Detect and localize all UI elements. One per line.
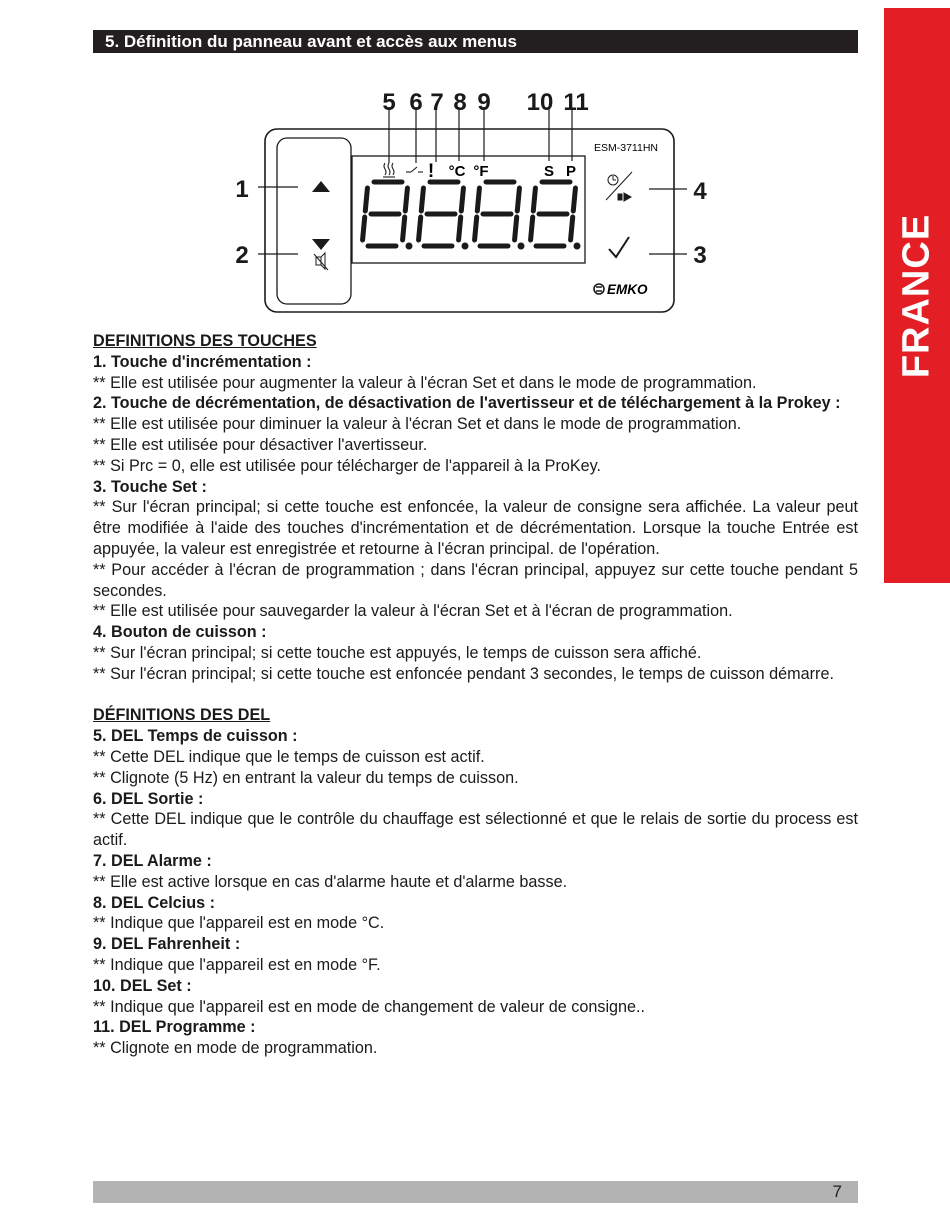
key-definitions: [93, 352, 858, 685]
decimal-point: [406, 243, 413, 250]
callout-10: 10: [526, 89, 554, 116]
key-description: ** Elle est utilisée pour sauvegarder la valeur à l'écran Set et à l'écran de programmation.: [93, 602, 733, 621]
callout-6: 6: [409, 89, 423, 116]
key-heading: 2. Touche de décrémentation, de désactivation de l'avertisseur et de téléchargement à la Prokey :: [93, 394, 841, 413]
digit-segment: [475, 217, 477, 240]
digit-segment: [405, 188, 407, 211]
led-description: ** Clignote (5 Hz) en entrant la valeur du temps de cuisson.: [93, 768, 519, 787]
callout-3: 3: [693, 242, 707, 269]
svg-text:EMKO: EMKO: [607, 282, 648, 297]
key-description: ** Pour accéder à l'écran de programmation ; dans l'écran principal, appuyez sur cette touche pendant 5 secondes.: [93, 560, 858, 600]
led-description: ** Clignote en mode de programmation.: [93, 1039, 378, 1058]
digit-segment: [573, 188, 575, 211]
led-heading: 5. DEL Temps de cuisson :: [93, 727, 298, 746]
page-footer: [93, 1181, 858, 1203]
key-panel: [277, 138, 351, 304]
decimal-point: [518, 243, 525, 250]
digit-segment: [515, 217, 517, 240]
led-section-title: DÉFINITIONS DES DEL: [93, 706, 271, 725]
callout-9: 9: [477, 89, 491, 116]
led-description: ** Indique que l'appareil est en mode de changement de valeur de consigne..: [93, 997, 646, 1016]
decimal-point: [574, 243, 581, 250]
led-definitions: [93, 726, 858, 1059]
callout-11: 11: [563, 89, 589, 116]
digit-segment: [571, 217, 573, 240]
digit-segment: [517, 188, 519, 211]
callout-1: 1: [235, 176, 249, 203]
model-label: ESM-3711HN: [594, 142, 658, 154]
digit-segment: [477, 188, 479, 211]
digit-segment: [533, 188, 535, 211]
decimal-point: [462, 243, 469, 250]
digit-segment: [419, 217, 421, 240]
led-heading: 11. DEL Programme :: [93, 1018, 256, 1037]
led-heading: 7. DEL Alarme :: [93, 851, 212, 870]
digit-segment: [461, 188, 463, 211]
led-heading: 6. DEL Sortie :: [93, 789, 204, 808]
key-description: ** Elle est utilisée pour augmenter la valeur à l'écran Set et dans le mode de programmation.: [93, 373, 757, 392]
celsius-led: °C: [448, 163, 466, 180]
digit-segment: [459, 217, 461, 240]
led-description: ** Cette DEL indique que le contrôle du chauffage est sélectionné et que le relais de sortie du process est actif.: [93, 810, 858, 850]
alarm-led: !: [427, 161, 435, 182]
page-number: 7: [832, 1182, 842, 1201]
led-description: ** Elle est active lorsque en cas d'alarme haute et d'alarme basse.: [93, 872, 568, 891]
set-led: S: [543, 163, 555, 180]
section-title: 5. Définition du panneau avant et accès aux menus: [105, 32, 517, 51]
key-description: ** Elle est utilisée pour diminuer la valeur à l'écran Set et dans le mode de programmation.: [93, 415, 742, 434]
led-heading: 9. DEL Fahrenheit :: [93, 935, 241, 954]
key-description: ** Sur l'écran principal; si cette touche est appuyés, le temps de cuisson sera affiché.: [93, 643, 702, 662]
key-heading: 4. Bouton de cuisson :: [93, 623, 267, 642]
program-led: P: [565, 163, 577, 180]
fahrenheit-led: °F: [473, 163, 489, 180]
language-tab-label: FRANCE: [895, 213, 938, 378]
language-tab: [884, 8, 950, 583]
key-section-title: DEFINITIONS DES TOUCHES: [93, 332, 317, 350]
callout-4: 4: [693, 178, 707, 205]
led-description: ** Indique que l'appareil est en mode °F.: [93, 955, 381, 974]
document-body: [93, 331, 858, 1059]
callout-7: 7: [430, 89, 444, 116]
digit-segment: [531, 217, 533, 240]
digit-segment: [365, 188, 367, 211]
led-heading: 10. DEL Set :: [93, 976, 192, 995]
key-description: ** Si Prc = 0, elle est utilisée pour télécharger de l'appareil à la ProKey.: [93, 456, 602, 475]
key-description: ** Sur l'écran principal; si cette touche est enfoncée pendant 3 secondes, le temps de cuisson démarre.: [93, 664, 834, 683]
key-description: ** Elle est utilisée pour désactiver l'avertisseur.: [93, 435, 428, 454]
led-description: ** Cette DEL indique que le temps de cuisson est actif.: [93, 747, 485, 766]
key-description: ** Sur l'écran principal; si cette touche est enfoncée, la valeur de consigne sera affichée. La valeur peut être modifiée à l'aide des touches d'incrémentation et de décrémentation. Lorsque la touche Entrée est appuyée, la valeur est enregistrée et retourne à l'écran principal. de l'opération.: [93, 498, 858, 558]
callout-8: 8: [453, 89, 467, 116]
key-heading: 3. Touche Set :: [93, 477, 207, 496]
digit-segment: [363, 217, 365, 240]
front-panel-diagram: [222, 82, 732, 322]
callout-5: 5: [382, 89, 396, 116]
digit-segment: [421, 188, 423, 211]
led-description: ** Indique que l'appareil est en mode °C.: [93, 914, 385, 933]
digit-segment: [403, 217, 405, 240]
callout-2: 2: [235, 242, 249, 269]
section-header: [93, 30, 858, 53]
key-heading: 1. Touche d'incrémentation :: [93, 352, 312, 371]
led-heading: 8. DEL Celcius :: [93, 893, 216, 912]
